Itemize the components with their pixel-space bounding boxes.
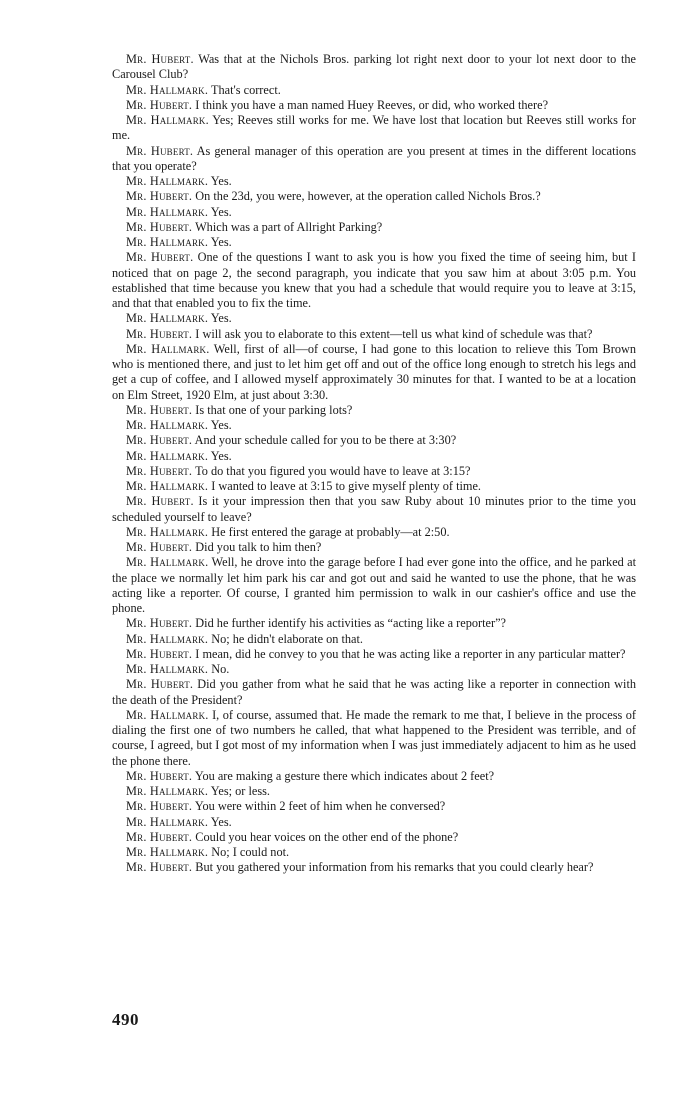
testimony-paragraph [112, 769, 636, 784]
paragraph-text: Well, first of all—of course, I had gone to this location to relieve this Tom Brown who is mentioned there, and just to let him get off and out of the office long enough to stretch his legs and get a cup of coffee, and I allowed myself approximately 30 minutes for that. I wanted to be at a location on Elm Street, 1920 Elm, at just about 3:30. [112, 341, 636, 402]
testimony-paragraph [112, 677, 636, 708]
paragraph-text: Yes; Reeves still works for me. We have lost that location but Reeves still works for me. [112, 113, 637, 143]
testimony-paragraph [112, 616, 636, 631]
paragraph-text: Was that at the Nichols Bros. parking lot right next door to your lot next door to the Carousel Club? [112, 52, 636, 82]
testimony-paragraph [112, 632, 636, 647]
testimony-paragraph [112, 250, 636, 311]
testimony-paragraph [112, 784, 636, 799]
speaker-name: Mr. Hubert. [126, 463, 193, 478]
paragraph-text: You were within 2 feet of him when he conversed? [194, 799, 446, 814]
paragraph-text: No; I could not. [211, 845, 290, 859]
testimony-paragraph [112, 98, 636, 113]
paragraph-text: As general manager of this operation are you present at times in the different locations that you operate? [112, 143, 636, 173]
testimony-paragraph [112, 845, 636, 860]
paragraph-text: That's correct. [211, 82, 281, 97]
paragraph-text: One of the questions I want to ask you is how you fixed the time of seeing him, but I noticed that on page 2, the second paragraph, you indicate that you saw him at about 3:05 p.m. You established that time because you knew that you had a schedule that would require you to leave at 3:15, and that that enabled you to fix the time. [112, 250, 637, 310]
speaker-name: Mr. Hubert. [126, 433, 193, 448]
speaker-name: Mr. Hubert. [126, 250, 194, 265]
testimony-paragraph [112, 52, 636, 83]
paragraph-text: To do that you figured you would have to leave at 3:15? [195, 463, 471, 478]
paragraph-text: Did you gather from what he said that he was acting like a reporter in connection with the death of the President? [112, 677, 637, 707]
speaker-name: Mr. Hallmark. [126, 662, 209, 676]
speaker-name: Mr. Hallmark. [126, 448, 209, 463]
speaker-name: Mr. Hallmark. [126, 814, 209, 829]
speaker-name: Mr. Hubert. [126, 326, 193, 341]
testimony-paragraph [112, 403, 636, 418]
testimony-paragraph [112, 708, 636, 769]
testimony-paragraph [112, 662, 636, 677]
paragraph-text: You are making a gesture there which indicates about 2 feet? [194, 768, 495, 783]
paragraph-text: I, of course, assumed that. He made the remark to me that, I believe in the process of dialing the first one of two numbers he called, that what happened to the President was terrible, and of course, I agreed, but I got most of my information when I was just immediately adjacent to him as he used the phone there. [112, 707, 637, 768]
speaker-name: Mr. Hallmark. [126, 235, 209, 249]
speaker-name: Mr. Hubert. [126, 860, 193, 875]
testimony-paragraph [112, 433, 636, 448]
testimony-paragraph [112, 83, 636, 98]
testimony-paragraph [112, 555, 636, 616]
speaker-name: Mr. Hubert. [126, 189, 193, 204]
testimony-paragraph [112, 113, 636, 144]
paragraph-text: I mean, did he convey to you that he was acting like a reporter in any particular matter? [195, 646, 626, 661]
speaker-name: Mr. Hubert. [126, 646, 193, 661]
paragraph-text: I think you have a man named Huey Reeves, or did, who worked there? [195, 97, 549, 112]
paragraph-text: I wanted to leave at 3:15 to give myself plenty of time. [211, 479, 481, 493]
testimony-paragraph [112, 311, 636, 326]
paragraph-text: No. [211, 662, 230, 676]
speaker-name: Mr. Hubert. [126, 219, 193, 234]
testimony-paragraph [112, 418, 636, 433]
testimony-paragraph [112, 647, 636, 662]
paragraph-text: Which was a part of Allright Parking? [195, 219, 383, 234]
paragraph-text: No; he didn't elaborate on that. [211, 631, 364, 646]
paragraph-text: Did you talk to him then? [195, 540, 322, 554]
paragraph-text: Did he further identify his activities as “acting like a reporter”? [195, 616, 506, 631]
testimony-page [112, 52, 636, 876]
testimony-paragraph [112, 479, 636, 494]
testimony-paragraph [112, 830, 636, 845]
testimony-paragraph [112, 860, 636, 875]
speaker-name: Mr. Hallmark. [126, 174, 209, 188]
speaker-name: Mr. Hallmark. [126, 311, 209, 326]
paragraph-text: I will ask you to elaborate to this extent—tell us what kind of schedule was that? [195, 326, 593, 341]
speaker-name: Mr. Hallmark. [126, 555, 209, 570]
speaker-name: Mr. Hallmark. [126, 113, 209, 127]
speaker-name: Mr. Hubert. [126, 829, 193, 844]
testimony-paragraph [112, 449, 636, 464]
paragraph-text: Yes. [210, 814, 232, 829]
testimony-paragraph [112, 189, 636, 204]
paragraph-text: Is it your impression then that you saw Ruby about 10 minutes prior to the time you scheduled yourself to leave? [112, 494, 636, 524]
speaker-name: Mr. Hallmark. [126, 631, 209, 646]
paragraph-text: Is that one of your parking lots? [195, 402, 353, 417]
speaker-name: Mr. Hubert. [126, 616, 193, 631]
speaker-name: Mr. Hallmark. [126, 479, 209, 493]
paragraph-text: Well, he drove into the garage before I had ever gone into the office, and he parked at the place we normally let him park his car and got out and said he wanted to use the phone, that he was acting like a reporter. Of course, I granted him permission to walk in our cashier's office and use the phone. [112, 555, 636, 615]
speaker-name: Mr. Hubert. [126, 799, 193, 814]
speaker-name: Mr. Hubert. [126, 540, 193, 554]
paragraph-text: Yes. [210, 311, 232, 326]
testimony-paragraph [112, 205, 636, 220]
paragraph-text: Yes. [210, 204, 232, 219]
speaker-name: Mr. Hubert. [126, 97, 193, 112]
paragraph-text: Yes. [210, 448, 232, 463]
paragraph-text: He first entered the garage at probably—at 2:50. [211, 524, 450, 539]
paragraph-text: Yes; or less. [210, 784, 270, 798]
testimony-paragraph [112, 464, 636, 479]
speaker-name: Mr. Hallmark. [126, 845, 209, 859]
speaker-name: Mr. Hubert. [126, 768, 193, 783]
testimony-paragraph [112, 815, 636, 830]
speaker-name: Mr. Hallmark. [126, 418, 209, 432]
speaker-name: Mr. Hubert. [126, 677, 194, 692]
paragraph-text: Could you hear voices on the other end of the phone? [195, 829, 459, 844]
testimony-paragraph [112, 220, 636, 235]
testimony-paragraph [112, 235, 636, 250]
paragraph-text: But you gathered your information from his remarks that you could clearly hear? [195, 860, 594, 875]
testimony-paragraph [112, 144, 636, 175]
testimony-paragraph [112, 327, 636, 342]
speaker-name: Mr. Hubert. [126, 143, 194, 158]
paragraph-text: Yes. [210, 235, 232, 249]
speaker-name: Mr. Hallmark. [126, 204, 209, 219]
page-number: 490 [112, 1010, 139, 1029]
paragraph-text: Yes. [210, 174, 232, 188]
paragraph-text: On the 23d, you were, however, at the operation called Nichols Bros.? [195, 189, 541, 204]
testimony-paragraph [112, 174, 636, 189]
speaker-name: Mr. Hallmark. [126, 707, 209, 722]
speaker-name: Mr. Hubert. [126, 52, 194, 66]
paragraph-text: And your schedule called for you to be there at 3:30? [194, 433, 457, 448]
testimony-paragraph [112, 799, 636, 814]
testimony-paragraph [112, 525, 636, 540]
speaker-name: Mr. Hallmark. [126, 784, 209, 798]
testimony-paragraph [112, 494, 636, 525]
testimony-paragraph [112, 342, 636, 403]
testimony-paragraph [112, 540, 636, 555]
paragraph-text: Yes. [210, 418, 232, 432]
speaker-name: Mr. Hallmark. [126, 341, 210, 356]
speaker-name: Mr. Hallmark. [126, 524, 209, 539]
speaker-name: Mr. Hubert. [126, 494, 194, 509]
speaker-name: Mr. Hubert. [126, 402, 193, 417]
speaker-name: Mr. Hallmark. [126, 82, 209, 97]
